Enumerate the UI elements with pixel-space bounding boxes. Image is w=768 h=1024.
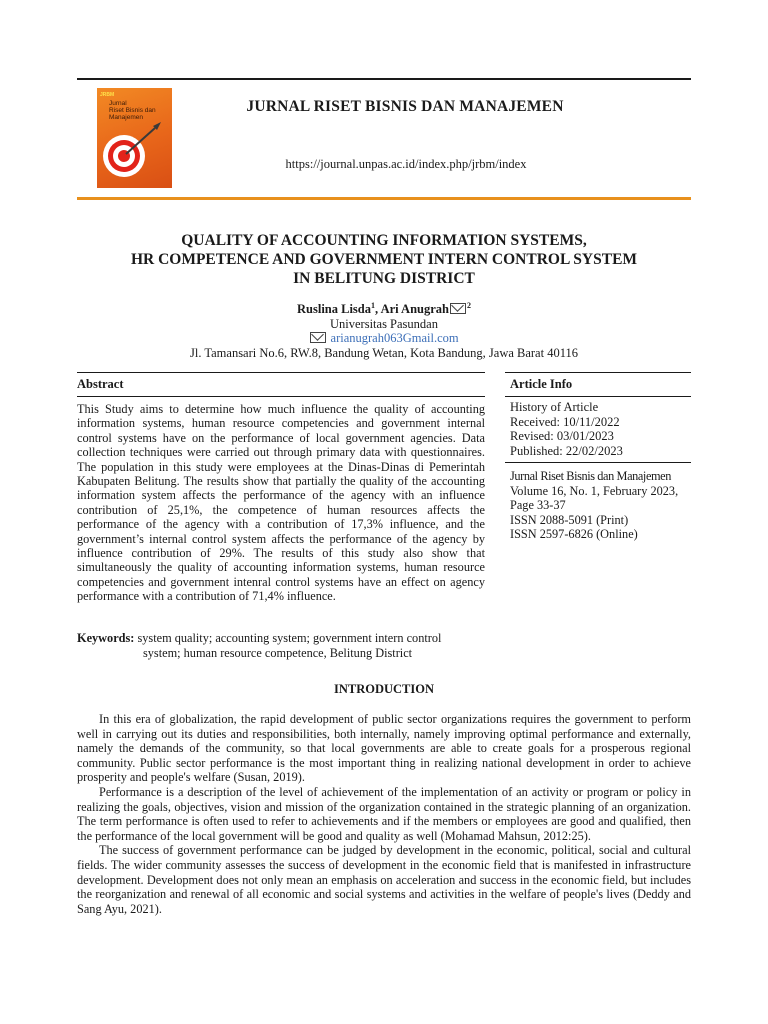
article-info-label-rule: [505, 396, 691, 397]
section-heading-introduction: INTRODUCTION: [333, 682, 434, 696]
publication-details: Jurnal Riset Bisnis dan Manajemen Volume 16, No. 1, February 2023, Page 33-37 ISSN 2088-5091 (Print) ISSN 2597-6826 (Online): [510, 469, 700, 542]
article-info-label: Article Info: [510, 377, 573, 391]
cover-title: Jurnal Riset Bisnis dan Manajemen: [109, 100, 156, 121]
abstract-label-rule: [77, 396, 485, 397]
keywords: Keywords: system quality; accounting system; government intern control system; human resource competence, Belitung District: [77, 631, 442, 660]
revised-date: Revised: 03/01/2023: [510, 429, 614, 444]
author-list: Ruslina Lisda$^1$, Ari Anugrah $^2$: [297, 301, 471, 317]
header-top-rule: [77, 78, 691, 80]
issn-online: ISSN 2597-6826 (Online): [510, 527, 638, 542]
journal-cover-image: [97, 88, 172, 188]
paper-title: QUALITY OF ACCOUNTING INFORMATION SYSTEMS, HR COMPETENCE AND GOVERNMENT INTERN CONTROL SYSTEM IN BELITUNG DISTRICT: [130, 232, 638, 287]
keywords-label: Keywords:: [77, 631, 135, 645]
article-info-top-rule: [505, 372, 691, 373]
article-info-divider: [505, 462, 691, 463]
author-address: Jl. Tamansari No.6, RW.8, Bandung Wetan, Kota Bandung, Jawa Barat 40116: [190, 346, 578, 360]
journal-title: JURNAL RISET BISNIS DAN MANAJEMEN: [246, 98, 564, 115]
cover-tag: JRBM: [100, 92, 115, 98]
author-email[interactable]: [184, 331, 584, 346]
journal-url-link[interactable]: https://journal.unpas.ac.id/index.php/jrbm/index: [285, 157, 527, 171]
author-name: Ari Anugrah: [380, 302, 449, 317]
abstract-label: Abstract: [77, 377, 124, 391]
paragraph: In this era of globalization, the rapid development of public sector organizations requires the government to perform well in carrying out its duties and responsibilities, both internally, namely improving optimal performance and externally, namely the demands of the community, so that local governments are able to create goals for a prosperous regional community. Public sector performance is the most important thing in realizing national development in order to achieve prosperity and people's welfare (Susan, 2019).: [77, 712, 691, 785]
target-dart-icon: [97, 88, 172, 188]
paragraph: Performance is a description of the level of achievement of the implementation of an activity or program or policy in realizing the goals, objectives, vision and mission of the organization contained in the strategic planning of an organization. The term performance is often used to refer to achievements and if the members or employees are good and qualified, then the performance of the local government will be good and quality as well (Mohamad Mahsun, 2012:25).: [77, 784, 691, 843]
paragraph: The success of government performance can be judged by development in the economic, political, social and cultural fields. The wider community assesses the success of development in the economic field that is manifested in infrastructure development. Development does not only mean an emphasis on acceleration and success in the economic field, but includes the reorganization and renewal of all economic and social systems and activities in the welfare of people's lives (Deddy and Sang Ayu, 2021).: [77, 843, 691, 916]
affiliation: Universitas Pasundan: [330, 317, 438, 331]
email-link[interactable]: arianugrah063Gmail.com: [330, 331, 459, 345]
envelope-icon: [310, 332, 326, 343]
introduction-body: [77, 712, 691, 916]
published-date: Published: 22/02/2023: [510, 443, 623, 458]
article-history: History of Article Received: 10/11/2022 Revised: 03/01/2023 Published: 22/02/2023: [510, 400, 695, 458]
author-name: Ruslina Lisda: [297, 302, 371, 317]
abstract-text: This Study aims to determine how much influence the quality of accounting information systems, human resource competencies and government internal control systems have on the performance of local government agencies. Data collection techniques were carried out through primary data with questionnaires. The population in this study were employees at the Dinas-Dinas di Pemerintah Kabupaten Belitung. The results show that partially the quality of the accounting information system affects the performance of the agency with an influence contribution of 25,1%, the competence of human resources affects the performance of the agency with a contribution of 17,3% influence, and the government’s internal control system affects the performance of the agency by influence contribution of 29%. The results of this study also show that simultaneously the quality of accounting information systems, human resource competencies and government intenral control systems have an effect on agency performance with a contribution of 71,4% influence.: [77, 402, 485, 604]
envelope-icon: [450, 303, 466, 314]
abstract-top-rule: [77, 372, 485, 373]
received-date: Received: 10/11/2022: [510, 414, 620, 429]
header-orange-rule: [77, 197, 691, 200]
issn-print: ISSN 2088-5091 (Print): [510, 512, 629, 527]
